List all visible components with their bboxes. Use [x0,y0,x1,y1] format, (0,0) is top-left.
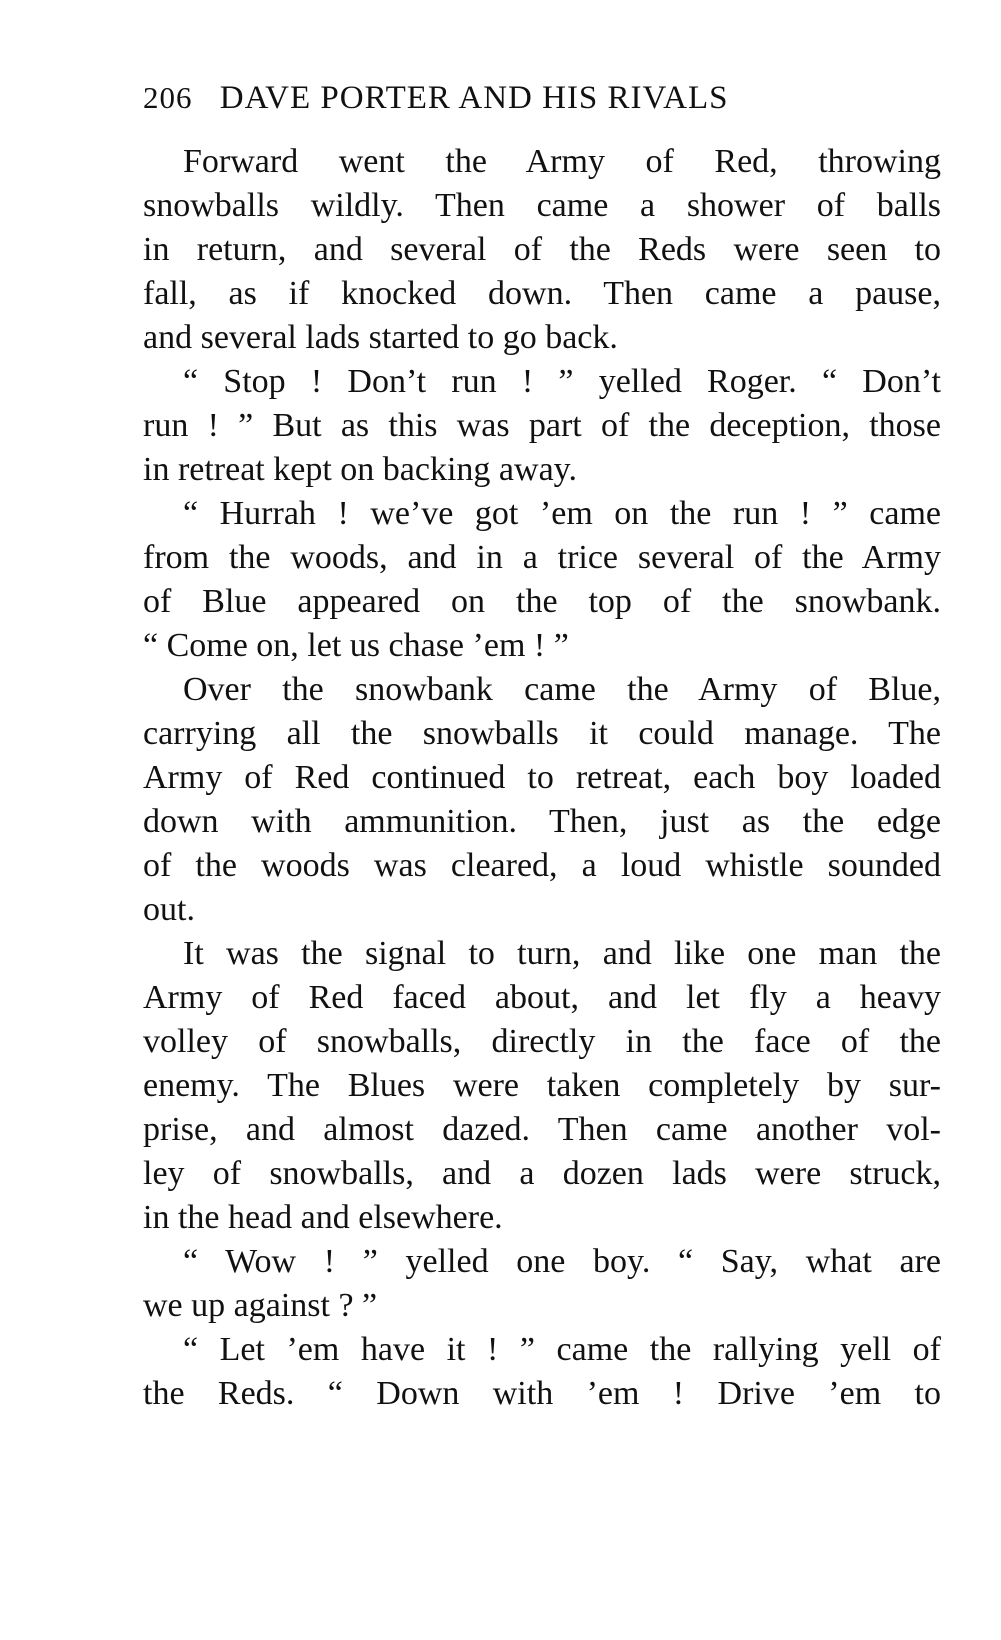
text-line: “ Stop ! Don’t run ! ” yelled Roger. “ Don’t [183,363,941,400]
text-line: It was the signal to turn, and like one man the [183,935,941,972]
text-line: run ! ” But as this was part of the deception, those [143,407,941,444]
text-line: the Reds. “ Down with ’em ! Drive ’em to [143,1375,941,1412]
text-line: fall, as if knocked down. Then came a pause, [143,275,941,312]
text-line: down with ammunition. Then, just as the edge [143,803,941,840]
text-line: enemy. The Blues were taken completely by sur- [143,1067,941,1104]
text-line: carrying all the snowballs it could manage. The [143,715,941,752]
text-line: snowballs wildly. Then came a shower of balls [143,187,941,224]
text-line: of Blue appeared on the top of the snowbank. [143,583,941,620]
body-text [143,140,941,1416]
text-line: out. [143,891,195,928]
text-line: “ Wow ! ” yelled one boy. “ Say, what are [183,1243,941,1280]
text-line: we up against ? ” [143,1287,378,1324]
text-line: prise, and almost dazed. Then came another vol- [143,1111,941,1148]
text-line: volley of snowballs, directly in the face of the [143,1023,941,1060]
text-line: Army of Red continued to retreat, each boy loaded [143,759,941,796]
text-line: in retreat kept on backing away. [143,451,577,488]
text-line: Over the snowbank came the Army of Blue, [183,671,941,708]
text-line: and several lads started to go back. [143,319,618,356]
text-line: ley of snowballs, and a dozen lads were struck, [143,1155,941,1192]
text-line: of the woods was cleared, a loud whistle sounded [143,847,941,884]
text-line: in the head and elsewhere. [143,1199,503,1236]
running-head-title: DAVE PORTER AND HIS RIVALS [219,80,729,116]
text-line: “ Hurrah ! we’ve got ’em on the run ! ” came [183,495,941,532]
text-line: Army of Red faced about, and let fly a heavy [143,979,941,1016]
text-line: in return, and several of the Reds were seen to [143,231,941,268]
page-number: 206 [143,80,193,115]
running-head [143,80,943,120]
text-line: from the woods, and in a trice several of the Army [143,539,941,576]
text-line: “ Let ’em have it ! ” came the rallying yell of [183,1331,941,1368]
text-line: “ Come on, let us chase ’em ! ” [143,627,569,664]
text-line: Forward went the Army of Red, throwing [183,143,941,180]
